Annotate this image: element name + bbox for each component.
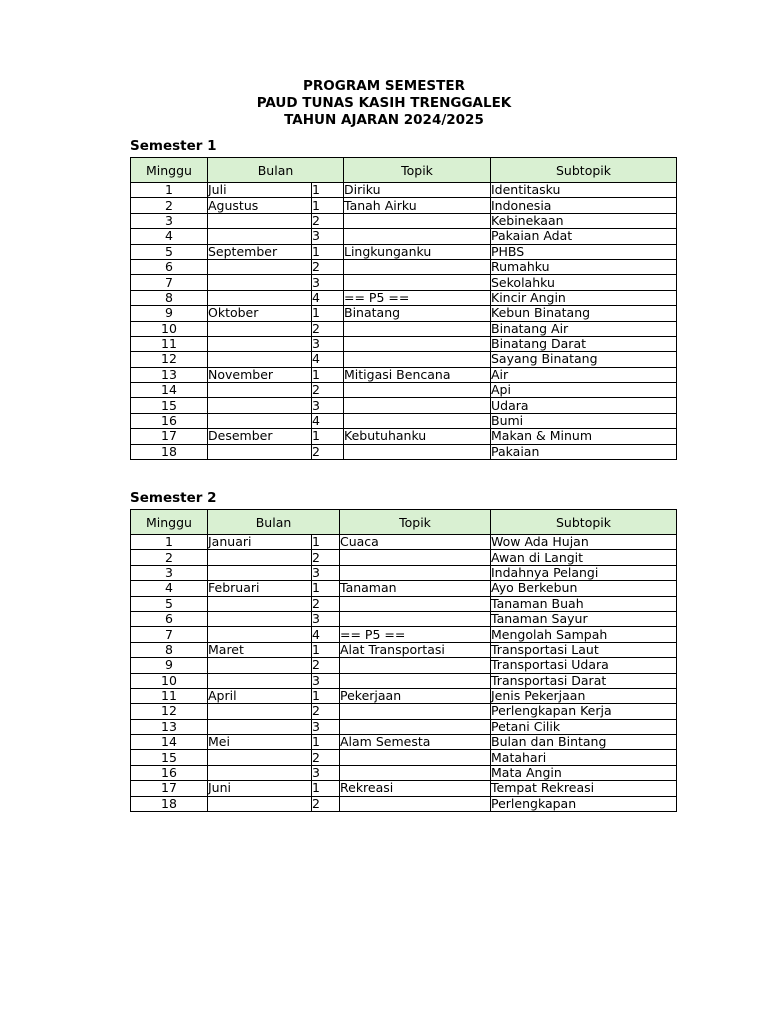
month-cell: [208, 550, 312, 565]
month-cell: Juni: [208, 781, 312, 796]
subtopic-cell: Indonesia: [491, 198, 677, 213]
table-row: [131, 398, 677, 413]
subtopic-cell: Rumahku: [491, 259, 677, 274]
topic-cell: Lingkunganku: [344, 244, 491, 259]
month-cell: Oktober: [208, 306, 312, 321]
week-cell: 7: [131, 275, 208, 290]
topic-cell: Alam Semesta: [340, 735, 491, 750]
week-cell: 1: [131, 183, 208, 198]
week-cell: 9: [131, 658, 208, 673]
month-cell: [208, 229, 312, 244]
subtopic-cell: Identitasku: [491, 183, 677, 198]
table-row: [131, 413, 677, 428]
table-row: [131, 581, 677, 596]
topic-cell: Tanaman: [340, 581, 491, 596]
week-cell: 11: [131, 336, 208, 351]
month-cell: [208, 596, 312, 611]
month-week-cell: 1: [312, 183, 344, 198]
month-cell: [208, 290, 312, 305]
subtopic-cell: Pakaian: [491, 444, 677, 459]
topic-cell: == P5 ==: [340, 627, 491, 642]
month-week-cell: 2: [312, 796, 340, 811]
subtopic-cell: Pakaian Adat: [491, 229, 677, 244]
month-cell: [208, 444, 312, 459]
topic-cell: [344, 398, 491, 413]
month-week-cell: 1: [312, 244, 344, 259]
subtopic-cell: Perlengkapan Kerja: [491, 704, 677, 719]
month-cell: [208, 352, 312, 367]
month-cell: [208, 796, 312, 811]
col-header-bulan: Bulan: [208, 158, 344, 183]
month-cell: [208, 275, 312, 290]
semester-1-heading: Semester 1: [130, 138, 217, 154]
table-row: [131, 336, 677, 351]
week-cell: 5: [131, 596, 208, 611]
topic-cell: [340, 611, 491, 626]
week-cell: 17: [131, 429, 208, 444]
month-week-cell: 1: [312, 198, 344, 213]
week-cell: 13: [131, 367, 208, 382]
month-week-cell: 3: [312, 673, 340, 688]
month-cell: [208, 213, 312, 228]
month-cell: [208, 259, 312, 274]
topic-cell: [340, 565, 491, 580]
month-cell: Februari: [208, 581, 312, 596]
table-row: [131, 750, 677, 765]
topic-cell: [340, 750, 491, 765]
week-cell: 2: [131, 550, 208, 565]
topic-cell: [344, 352, 491, 367]
table-row: [131, 642, 677, 657]
month-week-cell: 1: [312, 535, 340, 550]
month-week-cell: 1: [312, 642, 340, 657]
topic-cell: Kebutuhanku: [344, 429, 491, 444]
subtopic-cell: Jenis Pekerjaan: [491, 688, 677, 703]
subtopic-cell: Kebinekaan: [491, 213, 677, 228]
subtopic-cell: Bulan dan Bintang: [491, 735, 677, 750]
topic-cell: [340, 658, 491, 673]
month-cell: Juli: [208, 183, 312, 198]
month-week-cell: 2: [312, 704, 340, 719]
table-row: [131, 704, 677, 719]
week-cell: 6: [131, 611, 208, 626]
month-week-cell: 4: [312, 627, 340, 642]
topic-cell: [340, 796, 491, 811]
month-cell: [208, 750, 312, 765]
month-cell: April: [208, 688, 312, 703]
table-row: [131, 673, 677, 688]
topic-cell: [344, 213, 491, 228]
subtopic-cell: Sayang Binatang: [491, 352, 677, 367]
month-week-cell: 2: [312, 259, 344, 274]
topic-cell: [344, 229, 491, 244]
week-cell: 15: [131, 398, 208, 413]
month-week-cell: 2: [312, 596, 340, 611]
month-week-cell: 3: [312, 719, 340, 734]
subtopic-cell: Mengolah Sampah: [491, 627, 677, 642]
week-cell: 16: [131, 765, 208, 780]
topic-cell: [344, 275, 491, 290]
topic-cell: [340, 673, 491, 688]
table-row: [131, 367, 677, 382]
month-week-cell: 1: [312, 781, 340, 796]
subtopic-cell: Kincir Angin: [491, 290, 677, 305]
month-week-cell: 2: [312, 750, 340, 765]
week-cell: 18: [131, 444, 208, 459]
topic-cell: Alat Transportasi: [340, 642, 491, 657]
topic-cell: [344, 336, 491, 351]
topic-cell: [344, 383, 491, 398]
table-row: [131, 535, 677, 550]
month-cell: Januari: [208, 535, 312, 550]
month-cell: [208, 383, 312, 398]
topic-cell: Diriku: [344, 183, 491, 198]
subtopic-cell: Bumi: [491, 413, 677, 428]
col-header-minggu: Minggu: [131, 158, 208, 183]
subtopic-cell: Makan & Minum: [491, 429, 677, 444]
col-header-bulan: Bulan: [208, 510, 340, 535]
month-cell: [208, 627, 312, 642]
subtopic-cell: Tanaman Buah: [491, 596, 677, 611]
month-cell: [208, 611, 312, 626]
month-cell: Maret: [208, 642, 312, 657]
table-row: [131, 765, 677, 780]
topic-cell: Tanah Airku: [344, 198, 491, 213]
week-cell: 11: [131, 688, 208, 703]
subtopic-cell: PHBS: [491, 244, 677, 259]
table-row: [131, 796, 677, 811]
table-header-row: [131, 158, 677, 183]
month-week-cell: 2: [312, 550, 340, 565]
subtopic-cell: Mata Angin: [491, 765, 677, 780]
table-row: [131, 229, 677, 244]
subtopic-cell: Petani Cilik: [491, 719, 677, 734]
topic-cell: [340, 550, 491, 565]
table-row: [131, 183, 677, 198]
table-row: [131, 550, 677, 565]
week-cell: 14: [131, 735, 208, 750]
month-week-cell: 1: [312, 688, 340, 703]
subtopic-cell: Matahari: [491, 750, 677, 765]
subtopic-cell: Udara: [491, 398, 677, 413]
month-week-cell: 1: [312, 367, 344, 382]
topic-cell: == P5 ==: [344, 290, 491, 305]
col-header-minggu: Minggu: [131, 510, 208, 535]
week-cell: 6: [131, 259, 208, 274]
week-cell: 16: [131, 413, 208, 428]
table-row: [131, 259, 677, 274]
month-week-cell: 3: [312, 229, 344, 244]
subtopic-cell: Transportasi Darat: [491, 673, 677, 688]
week-cell: 10: [131, 673, 208, 688]
topic-cell: [340, 719, 491, 734]
subtopic-cell: Api: [491, 383, 677, 398]
month-cell: September: [208, 244, 312, 259]
table-row: [131, 275, 677, 290]
week-cell: 18: [131, 796, 208, 811]
week-cell: 5: [131, 244, 208, 259]
month-cell: November: [208, 367, 312, 382]
week-cell: 4: [131, 229, 208, 244]
semester-2-table: [130, 509, 677, 812]
title-line-3: TAHUN AJARAN 2024/2025: [284, 112, 484, 128]
month-week-cell: 1: [312, 429, 344, 444]
month-cell: [208, 321, 312, 336]
week-cell: 12: [131, 704, 208, 719]
subtopic-cell: Perlengkapan: [491, 796, 677, 811]
subtopic-cell: Binatang Air: [491, 321, 677, 336]
week-cell: 8: [131, 642, 208, 657]
table-row: [131, 444, 677, 459]
subtopic-cell: Ayo Berkebun: [491, 581, 677, 596]
topic-cell: [344, 259, 491, 274]
col-header-topik: Topik: [344, 158, 491, 183]
table-row: [131, 383, 677, 398]
month-cell: [208, 565, 312, 580]
col-header-topik: Topik: [340, 510, 491, 535]
subtopic-cell: Wow Ada Hujan: [491, 535, 677, 550]
title-line-2: PAUD TUNAS KASIH TRENGGALEK: [256, 95, 512, 111]
week-cell: 3: [131, 565, 208, 580]
subtopic-cell: Kebun Binatang: [491, 306, 677, 321]
table-row: [131, 611, 677, 626]
month-cell: [208, 673, 312, 688]
month-cell: [208, 658, 312, 673]
week-cell: 13: [131, 719, 208, 734]
topic-cell: Pekerjaan: [340, 688, 491, 703]
month-week-cell: 2: [312, 213, 344, 228]
month-week-cell: 3: [312, 336, 344, 351]
table-row: [131, 198, 677, 213]
month-week-cell: 4: [312, 352, 344, 367]
month-week-cell: 2: [312, 321, 344, 336]
week-cell: 17: [131, 781, 208, 796]
month-cell: Mei: [208, 735, 312, 750]
subtopic-cell: Awan di Langit: [491, 550, 677, 565]
week-cell: 12: [131, 352, 208, 367]
month-week-cell: 3: [312, 611, 340, 626]
week-cell: 4: [131, 581, 208, 596]
col-header-subtopik: Subtopik: [491, 158, 677, 183]
month-week-cell: 1: [312, 306, 344, 321]
table-row: [131, 352, 677, 367]
table-header-row: [131, 510, 677, 535]
table-row: [131, 244, 677, 259]
month-week-cell: 1: [312, 581, 340, 596]
table-row: [131, 735, 677, 750]
month-cell: [208, 398, 312, 413]
subtopic-cell: Air: [491, 367, 677, 382]
week-cell: 10: [131, 321, 208, 336]
table-row: [131, 627, 677, 642]
table-row: [131, 290, 677, 305]
week-cell: 8: [131, 290, 208, 305]
table-row: [131, 429, 677, 444]
table-row: [131, 719, 677, 734]
col-header-subtopik: Subtopik: [491, 510, 677, 535]
table-row: [131, 213, 677, 228]
table-row: [131, 781, 677, 796]
table-row: [131, 658, 677, 673]
topic-cell: [340, 765, 491, 780]
table-row: [131, 565, 677, 580]
subtopic-cell: Transportasi Laut: [491, 642, 677, 657]
subtopic-cell: Tanaman Sayur: [491, 611, 677, 626]
month-week-cell: 1: [312, 735, 340, 750]
subtopic-cell: Indahnya Pelangi: [491, 565, 677, 580]
month-cell: [208, 704, 312, 719]
subtopic-cell: Transportasi Udara: [491, 658, 677, 673]
subtopic-cell: Sekolahku: [491, 275, 677, 290]
week-cell: 9: [131, 306, 208, 321]
month-week-cell: 2: [312, 444, 344, 459]
month-week-cell: 3: [312, 275, 344, 290]
month-cell: [208, 765, 312, 780]
subtopic-cell: Binatang Darat: [491, 336, 677, 351]
month-cell: Agustus: [208, 198, 312, 213]
document-title: [0, 78, 768, 129]
topic-cell: Binatang: [344, 306, 491, 321]
semester-1-table: [130, 157, 677, 460]
topic-cell: [340, 596, 491, 611]
month-cell: [208, 719, 312, 734]
month-week-cell: 4: [312, 413, 344, 428]
topic-cell: [344, 444, 491, 459]
month-week-cell: 3: [312, 765, 340, 780]
topic-cell: Cuaca: [340, 535, 491, 550]
table-row: [131, 688, 677, 703]
month-cell: [208, 336, 312, 351]
month-week-cell: 2: [312, 658, 340, 673]
table-row: [131, 321, 677, 336]
topic-cell: Rekreasi: [340, 781, 491, 796]
month-cell: Desember: [208, 429, 312, 444]
semester-2-heading: Semester 2: [130, 490, 217, 506]
week-cell: 7: [131, 627, 208, 642]
week-cell: 3: [131, 213, 208, 228]
week-cell: 14: [131, 383, 208, 398]
topic-cell: [340, 704, 491, 719]
table-row: [131, 306, 677, 321]
topic-cell: [344, 321, 491, 336]
month-week-cell: 3: [312, 565, 340, 580]
week-cell: 1: [131, 535, 208, 550]
subtopic-cell: Tempat Rekreasi: [491, 781, 677, 796]
month-week-cell: 3: [312, 398, 344, 413]
title-line-1: PROGRAM SEMESTER: [303, 78, 465, 94]
table-row: [131, 596, 677, 611]
month-cell: [208, 413, 312, 428]
week-cell: 2: [131, 198, 208, 213]
week-cell: 15: [131, 750, 208, 765]
month-week-cell: 4: [312, 290, 344, 305]
month-week-cell: 2: [312, 383, 344, 398]
topic-cell: Mitigasi Bencana: [344, 367, 491, 382]
topic-cell: [344, 413, 491, 428]
